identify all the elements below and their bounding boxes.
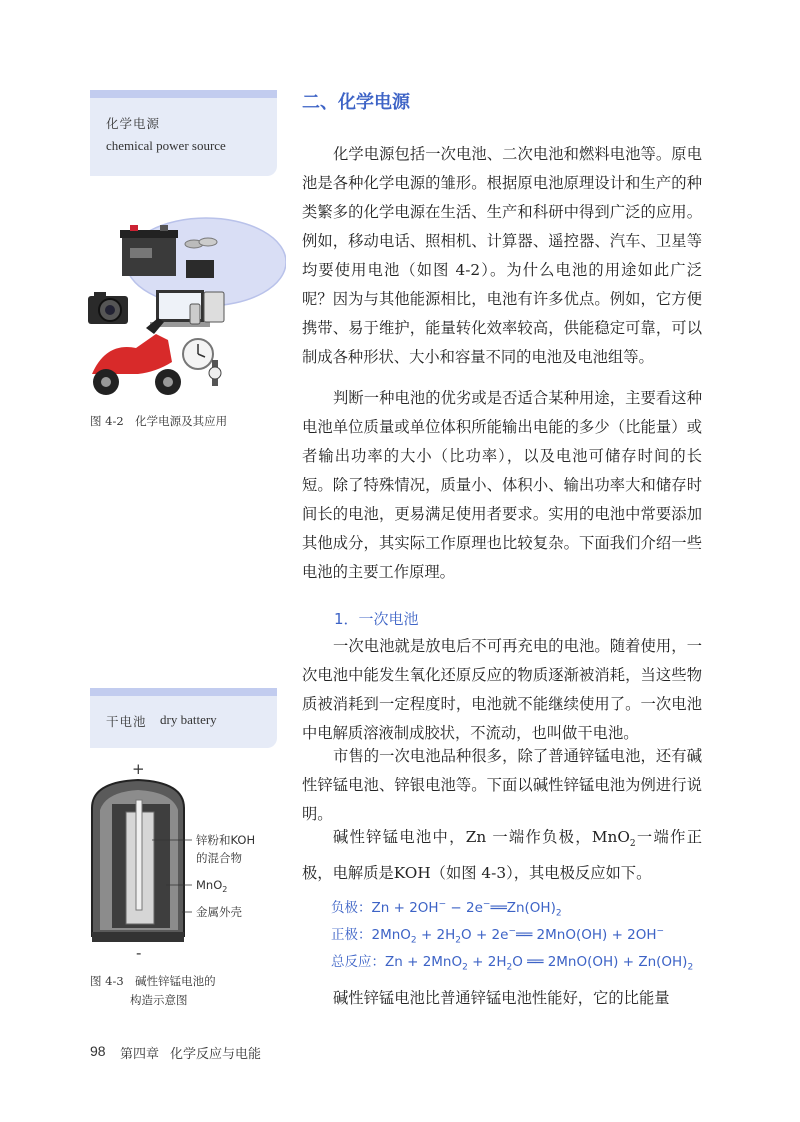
label-zinc-line1: 锌粉和KOH [196, 833, 256, 847]
subsection-title: 1．一次电池 [334, 610, 419, 628]
watch-icon [209, 360, 221, 386]
current-collector [136, 800, 142, 910]
negative-terminal-label: - [136, 944, 142, 962]
paragraph-alkaline: 碱性锌锰电池中，Zn 一端作负极，MnO$_2$一端作正极，电解质是KOH（如图 4-3），其电极反应如下。 [302, 828, 702, 883]
positive-terminal-label: + [132, 760, 145, 778]
paragraph-intro: 化学电源包括一次电池、二次电池和燃料电池等。原电池是各种化学电源的雏形。根据原电池原理设计和生产的种类繁多的化学电源在生活、生产和科研中得到广泛的应用。例如，移动电话、照相机、计算器、遥控器、汽车、卫星等均要使用电池（如图 4-2）。为什么电池的用途如此广泛呢？因为与其他能源相比，电池有许多优点。例如，它方便携带、易于维护，能量转化效率较高，供能稳定可靠，可以制成各种形状、大小和容量不同的电池及电池组等。 [302, 145, 702, 366]
figure-4-2-caption: 图 4-2 化学电源及其应用 [90, 414, 228, 428]
glossary-term-zh: 化学电源 [106, 116, 161, 131]
footer-chapter: 第四章 [120, 1047, 160, 1062]
glossary-box-chemical-power-source [90, 90, 277, 176]
footer-chapter-title: 化学反应与电能 [170, 1047, 262, 1062]
figure-4-3-caption-line1: 图 4-3 碱性锌锰电池的 [90, 974, 216, 988]
tablet-icon [204, 292, 224, 322]
equation-total-reaction: 总反应：$Zn + 2MnO_2 + 2H_2O$ ══ $2MnO(OH) + Zn(OH)_2$ [331, 954, 694, 973]
clock-icon [183, 339, 213, 369]
figure-4-3-battery-diagram [86, 760, 286, 965]
paragraph-performance: 碱性锌锰电池比普通锌锰电池性能好，它的比能量 [333, 989, 670, 1007]
equation-positive-electrode: 正极：$2MnO_2 + 2H_2O$ + 2e−══ 2MnO(OH) + 2OH− [331, 926, 665, 946]
bottom-cap [92, 932, 184, 942]
paragraph-market: 市售的一次电池品种很多，除了普通锌锰电池，还有碱性锌锰电池、锌银电池等。下面以碱性锌锰电池为例进行说明。 [302, 747, 702, 823]
glossary-term-en: chemical power source [106, 138, 226, 153]
glossary-box-dry-battery [90, 688, 277, 748]
camera-battery-icon [186, 260, 214, 278]
car-battery-icon [120, 225, 178, 276]
phone-icon [190, 304, 200, 324]
figure-4-3-caption-line2: 构造示意图 [130, 993, 188, 1007]
figure-4-2-illustration [86, 214, 286, 404]
label-zinc-line2: 的混合物 [196, 851, 242, 865]
equation-negative-electrode: 负极：$Zn + 2OH^- - 2e^-══Zn(OH)_2$ [331, 899, 562, 919]
page-number: 98 [90, 1043, 106, 1059]
glossary-term-en: dry battery [160, 712, 217, 727]
section-title: 二、化学电源 [302, 92, 410, 113]
label-mno2: MnO$_2$ [196, 878, 228, 894]
paragraph-primary-battery: 一次电池就是放电后不可再充电的电池。随着使用，一次电池中能发生氧化还原反应的物质逐渐被消耗，当这些物质被消耗到一定程度时，电池就不能继续使用了。一次电池中电解质溶液制成胶状，不流动，也叫做干电池。 [302, 637, 702, 742]
figure-4-3-caption [90, 972, 216, 1010]
camera-icon [88, 292, 128, 324]
glossary-term-zh: 干电池 [106, 714, 147, 729]
label-metal-shell: 金属外壳 [196, 905, 242, 919]
scooter-icon [92, 318, 181, 395]
paragraph-evaluation: 判断一种电池的优劣或是否适合某种用途，主要看这种电池单位质量或单位体积所能输出电能的多少（比能量）或者输出功率的大小（比功率），以及电池可储存时间的长短。除了特殊情况，质量小、体积小、输出功率大和储存时间长的电池，更易满足使用者要求。实用的电池中常要添加其他成分，其实际工作原理也比较复杂。下面我们介绍一些电池的主要工作原理。 [302, 389, 702, 581]
